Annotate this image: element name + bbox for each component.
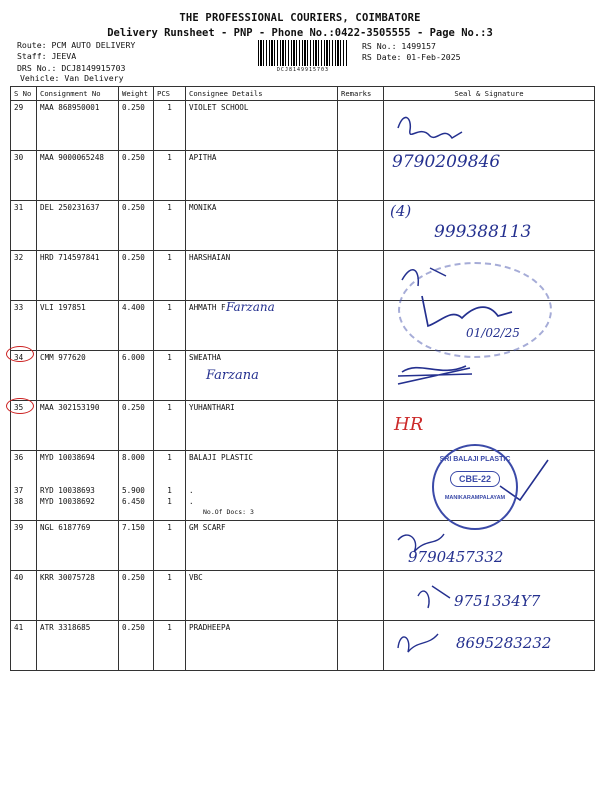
cell-consignee: AHMATH F	[186, 301, 338, 351]
cell-consignee: PRADHEEPA	[186, 621, 338, 671]
cell-consignee: APITHA	[186, 151, 338, 201]
signature-row29	[398, 117, 462, 138]
cell-weight: 0.250	[119, 201, 154, 251]
col-seal: Seal & Signature	[384, 87, 595, 101]
handwritten-phone-row31: 999388113	[434, 222, 532, 242]
cell-consignment: CMM 977620	[37, 351, 119, 401]
cell-consignee: VIOLET SCHOOL	[186, 101, 338, 151]
cell-consignment: KRR 30075728	[37, 571, 119, 621]
cell-pcs: 1	[154, 401, 186, 451]
runsheet-subtitle: Delivery Runsheet - PNP - Phone No.:0422-3505555 - Page No.:3	[107, 27, 493, 39]
cell-consignment: DEL 250231637	[37, 201, 119, 251]
handwritten-phone-row40: 9751334Y7	[454, 592, 541, 610]
cell-pcs: 1	[154, 251, 186, 301]
company-title: THE PROFESSIONAL COURIERS, COIMBATORE	[179, 12, 421, 24]
handwritten-name-row33: Farzana	[226, 300, 275, 314]
cell-weight: 0.250	[119, 251, 154, 301]
cell-weight: 0.250	[119, 101, 154, 151]
cell-pcs: 1	[154, 351, 186, 401]
cell-pcs: 1 1 1	[154, 451, 186, 521]
docs-count: No.Of Docs: 3	[203, 508, 254, 516]
cell-weight: 6.000	[119, 351, 154, 401]
balaji-plastic-seal: SRI BALAJI PLASTIC CBE-22 MANIKARAMPALAYAM	[432, 444, 518, 530]
cell-consignee: MONIKA	[186, 201, 338, 251]
rs-number: RS No.: 1499157	[362, 41, 436, 51]
cell-sno: 33	[11, 301, 37, 351]
cell-weight: 4.400	[119, 301, 154, 351]
handwritten-date-row33: 01/02/25	[466, 326, 520, 340]
signature-row40	[418, 586, 450, 608]
cell-consignee: HARSHAIAN	[186, 251, 338, 301]
handwritten-phone-row30: 9790209846	[392, 152, 501, 172]
cell-weight: 0.250	[119, 571, 154, 621]
col-pcs: PCS	[154, 87, 186, 101]
cell-pcs: 1	[154, 521, 186, 571]
handwritten-note-row31: (4)	[390, 202, 412, 220]
courier-stamp	[398, 262, 552, 358]
cell-sno: 31	[11, 201, 37, 251]
cell-weight: 0.250	[119, 151, 154, 201]
col-weight: Weight	[119, 87, 154, 101]
cell-consignee: YUHANTHARI	[186, 401, 338, 451]
cell-consignment: MAA 302153190	[37, 401, 119, 451]
cell-pcs: 1	[154, 301, 186, 351]
cell-weight: 0.250	[119, 401, 154, 451]
cell-consignee: BALAJI PLASTIC . . No.Of Docs: 3	[186, 451, 338, 521]
cell-sno: 40	[11, 571, 37, 621]
handwritten-mark-row35: HR	[394, 414, 424, 435]
cell-pcs: 1	[154, 571, 186, 621]
drs-number: DRS No.: DCJ8149915703	[17, 63, 126, 73]
cell-consignment: VLI 197851	[37, 301, 119, 351]
cell-consignment: ATR 3318685	[37, 621, 119, 671]
handwritten-phone-row39: 9790457332	[408, 548, 504, 566]
cell-consignment: HRD 714597841	[37, 251, 119, 301]
cell-sno: 36 37 38	[11, 451, 37, 521]
cell-sno: 30	[11, 151, 37, 201]
cell-pcs: 1	[154, 101, 186, 151]
cell-consignment: MAA 9000065248	[37, 151, 119, 201]
cell-sno: 35	[11, 401, 37, 451]
col-remarks: Remarks	[338, 87, 384, 101]
cell-sno: 29	[11, 101, 37, 151]
cell-consignment: NGL 6187769	[37, 521, 119, 571]
cell-sno: 32	[11, 251, 37, 301]
cell-consignment: MAA 868950001	[37, 101, 119, 151]
rs-date: RS Date: 01-Feb-2025	[362, 52, 461, 62]
cell-weight: 7.150	[119, 521, 154, 571]
staff-label: Staff: JEEVA	[17, 51, 77, 61]
cell-sno: 39	[11, 521, 37, 571]
cell-consignee: SWEATHA	[186, 351, 338, 401]
col-sno: S No	[11, 87, 37, 101]
handwritten-phone-row41: 8695283232	[456, 634, 552, 652]
cell-sno: 41	[11, 621, 37, 671]
handwritten-name-row34: Farzana	[206, 368, 259, 383]
signature-row41	[398, 634, 438, 652]
route-label: Route: PCM AUTO DELIVERY	[17, 40, 136, 50]
col-consignment: Consignment No	[37, 87, 119, 101]
cell-weight: 0.250	[119, 621, 154, 671]
signature-row34-strike	[398, 366, 472, 384]
cell-consignee: VBC	[186, 571, 338, 621]
cell-pcs: 1	[154, 201, 186, 251]
cell-weight: 8.000 5.900 6.450	[119, 451, 154, 521]
cell-consignment: MYD 10038694 RYD 10038693 MYD 10038692	[37, 451, 119, 521]
cell-consignee: GM SCARF	[186, 521, 338, 571]
vehicle-label: Vehicle: Van Delivery	[20, 73, 124, 83]
cell-sno: 34	[11, 351, 37, 401]
barcode-text: DCJ8149915703	[276, 67, 330, 73]
col-consignee: Consignee Details	[186, 87, 338, 101]
cell-pcs: 1	[154, 621, 186, 671]
cell-pcs: 1	[154, 151, 186, 201]
